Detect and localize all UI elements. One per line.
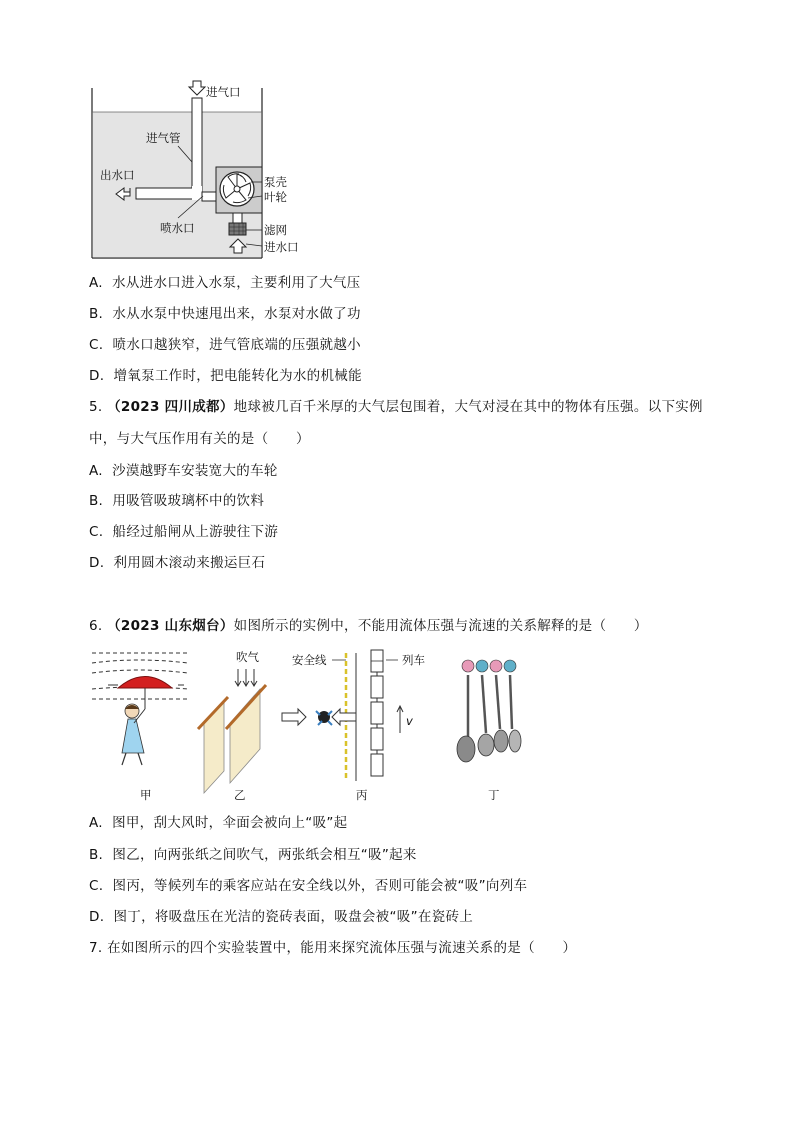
q5-option-b: B. 用吸管吸玻璃杯中的饮料 [89,493,265,509]
q5-stem-line1: 5. （2023 四川成都）地球被几百千米厚的大气层包围着，大气对浸在其中的物体有压强。以下实例 [89,399,703,415]
q5-stem-line2: 中，与大气压作用有关的是（ ） [89,431,310,447]
figure-jia [92,653,188,765]
q6-option-b: B. 图乙，向两张纸之间吹气，两张纸会相互“吸”起来 [89,847,417,863]
label-inlet-air: 进气口 [206,85,241,99]
q4-option-a: A. 水从进水口进入水泵，主要利用了大气压 [89,275,361,291]
figure-yi [198,650,266,793]
caption-bing: 丙 [356,788,368,802]
label-pump-case: 泵壳 [264,175,287,189]
label-train: 列车 [402,653,425,667]
label-safety-line: 安全线 [292,653,327,667]
caption-yi: 乙 [234,788,246,802]
q6-option-a: A. 图甲，刮大风时，伞面会被向上“吸”起 [89,815,348,831]
arrow-down-icon [189,81,205,95]
label-air-pipe: 进气管 [146,131,181,145]
q6-option-d: D. 图丁，将吸盘压在光洁的瓷砖表面，吸盘会被“吸”在瓷砖上 [89,909,474,925]
figure-ding [457,660,521,762]
q7-stem: 7. 在如图所示的四个实验装置中，能用来探究流体压强与流速关系的是（ ） [89,940,577,956]
q4-option-b: B. 水从水泵中快速甩出来，水泵对水做了功 [89,306,361,322]
label-water-outlet: 出水口 [100,168,135,182]
figure-bing [282,650,425,781]
label-impeller: 叶轮 [264,190,287,204]
pump-figure [86,78,346,263]
q6-figure [88,645,538,805]
q5-option-a: A. 沙漠越野车安装宽大的车轮 [89,463,278,479]
q5-option-c: C. 船经过船闸从上游驶往下游 [89,524,279,540]
label-water-inlet: 进水口 [264,240,299,254]
q4-option-c: C. 喷水口越狭窄，进气管底端的压强就越小 [89,337,361,353]
q6-stem: 6. （2023 山东烟台）如图所示的实例中，不能用流体压强与流速的关系解释的是（ ） [89,618,648,634]
label-blow: 吹气 [236,650,259,664]
q6-option-c: C. 图丙，等候列车的乘客应站在安全线以外，否则可能会被“吸”向列车 [89,878,528,894]
q4-option-d: D. 增氧泵工作时，把电能转化为水的机械能 [89,368,362,384]
label-nozzle: 喷水口 [160,221,195,235]
label-velocity: v [406,714,413,728]
caption-ding: 丁 [488,788,500,802]
q5-option-d: D. 利用圆木滚动来搬运巨石 [89,555,266,571]
label-filter: 滤网 [264,223,287,237]
caption-jia: 甲 [140,788,152,802]
